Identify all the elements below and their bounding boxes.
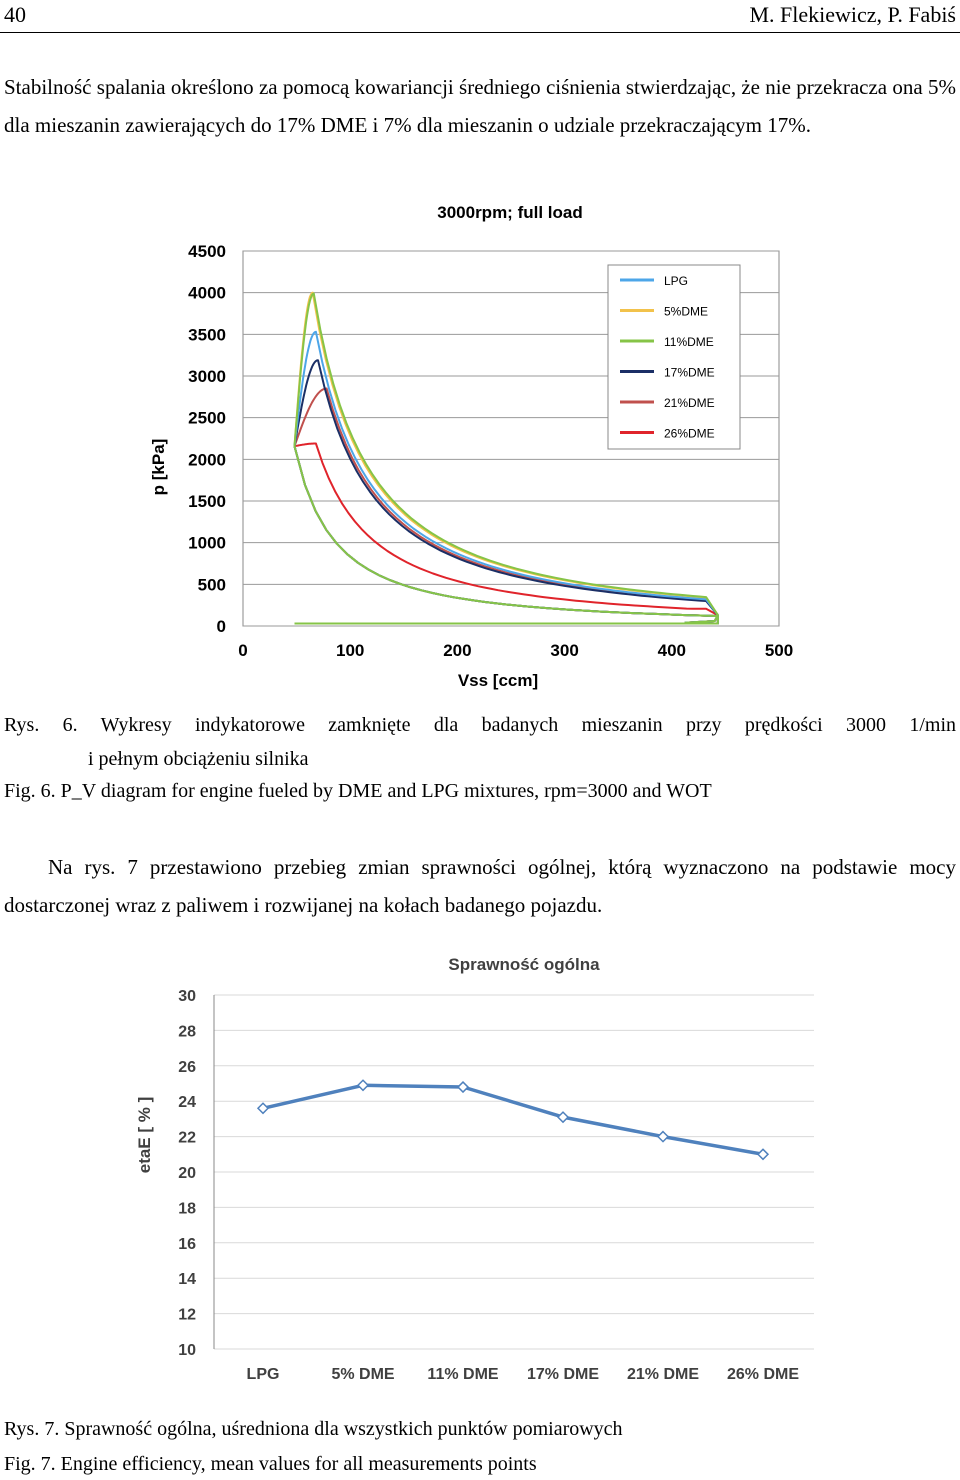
chart2-data-point [358, 1080, 368, 1090]
chart1-y-tick-label: 3000 [188, 367, 226, 386]
chart2-data-point [258, 1103, 268, 1113]
chart2-y-tick-label: 20 [178, 1165, 196, 1182]
chart1-x-tick-label: 300 [550, 641, 579, 660]
chart2-data-point [758, 1149, 768, 1159]
chart1-title: 3000rpm; full load [437, 203, 583, 222]
chart1-legend-label: 21%DME [664, 396, 715, 410]
chart1-ylabel: p [kPa] [149, 438, 168, 496]
chart1-x-tick-label: 400 [657, 641, 686, 660]
chart2-series-line [263, 1085, 763, 1154]
chart1-y-tick-label: 1500 [188, 492, 226, 511]
chart1-x-tick-label: 0 [238, 641, 248, 660]
chart1-y-tick-label: 4000 [188, 283, 226, 303]
chart1-legend-label: 26%DME [664, 426, 715, 441]
chart2-series [258, 1080, 768, 1159]
chart2-y-tick-label: 18 [178, 1200, 196, 1218]
chart1-y-tick-label: 4500 [188, 242, 226, 261]
chart1-y-ticks [188, 242, 226, 636]
caption-fig6: Fig. 6. P_V diagram for engine fueled by DME and LPG mixtures, rpm=3000 and WOT [4, 780, 712, 802]
chart1-x-tick-label: 100 [336, 641, 365, 660]
caption-rys6 [4, 708, 956, 776]
chart1-legend-box [608, 265, 740, 449]
paragraph-efficiency-text: Na rys. 7 przestawiono przebieg zmian sprawności ogólnej, którą wyznaczono na podstawie mocy dostarczonej wraz z paliwem i rozwijanej na kołach badanego pojazdu. [4, 855, 956, 917]
running-head-authors: M. Flekiewicz, P. Fabiś [749, 2, 956, 27]
paragraph-efficiency [4, 848, 956, 924]
chart1-legend-label: 17%DME [664, 365, 715, 380]
chart2-y-tick-label: 24 [178, 1094, 196, 1112]
caption-rys7: Rys. 7. Sprawność ogólna, uśredniona dla wszystkich punktów pomiarowych [4, 1418, 623, 1440]
chart2-y-tick-label: 14 [178, 1271, 196, 1289]
chart1-x-ticks [238, 641, 793, 660]
chart1-legend-label: LPG [664, 274, 689, 288]
paragraph-stability: Stabilność spalania określono za pomocą kowariancji średniego ciśnienia stwierdzając, że nie przekracza ona 5% dla mieszanin zawierających do 17% DME i 7% dla mieszanin o udziale przekraczającym 17%. [4, 75, 956, 137]
chart1-legend-label: 5%DME [664, 304, 709, 319]
chart1-y-tick-label: 500 [197, 575, 226, 595]
chart2-y-tick-label: 26 [178, 1058, 196, 1076]
chart1-y-tick-label: 1000 [188, 533, 226, 553]
chart2-title: Sprawność ogólna [448, 955, 600, 974]
chart2-x-ticks [247, 1366, 800, 1383]
chart1-y-tick-label: 0 [216, 617, 226, 636]
chart2-x-tick-label: 17% DME [526, 1366, 600, 1383]
chart2-gridlines [214, 995, 814, 1349]
chart2-ylabel: etaE [ % ] [135, 1096, 154, 1174]
chart2-data-point [558, 1112, 568, 1122]
chart1-x-tick-label: 200 [443, 641, 472, 660]
chart2-x-tick-label: 21% DME [626, 1366, 700, 1383]
chart2-y-tick-label: 10 [178, 1342, 196, 1359]
caption-fig7: Fig. 7. Engine efficiency, mean values for all measurements points [4, 1453, 537, 1475]
page-number: 40 [4, 2, 26, 27]
chart2-y-tick-label: 22 [178, 1129, 196, 1147]
chart2-data-point [658, 1132, 668, 1142]
chart2-y-tick-label: 16 [178, 1235, 196, 1253]
pv-diagram-chart [140, 195, 820, 695]
chart1-x-tick-label: 500 [764, 641, 794, 660]
chart2-x-tick-label: 11% DME [427, 1366, 499, 1383]
caption-rys6-line2: i pełnym obciążeniu silnika [88, 748, 309, 770]
chart1-y-tick-label: 2000 [188, 450, 226, 470]
chart1-xlabel: Vss [ccm] [457, 671, 539, 690]
chart2-x-tick-label: 26% DME [726, 1366, 800, 1383]
chart2-y-tick-label: 30 [178, 988, 196, 1005]
chart2-x-tick-label: LPG [246, 1366, 280, 1383]
chart2-y-tick-label: 12 [178, 1306, 196, 1324]
chart2-x-tick-label: 5% DME [331, 1366, 395, 1383]
chart1-y-tick-label: 3500 [188, 325, 226, 345]
chart1-legend [608, 265, 740, 449]
chart1-y-tick-label: 2500 [188, 408, 226, 428]
chart2-data-point [458, 1082, 468, 1092]
page-header [0, 0, 960, 33]
efficiency-chart [128, 945, 828, 1395]
caption-rys6-line1: Rys. 6. Wykresy indykatorowe zamknięte dla badanych mieszanin przy prędkości 3000 1/min [4, 714, 956, 736]
chart1-legend-label: 11%DME [664, 335, 714, 349]
chart2-y-ticks [178, 988, 196, 1359]
chart2-y-tick-label: 28 [178, 1023, 196, 1041]
